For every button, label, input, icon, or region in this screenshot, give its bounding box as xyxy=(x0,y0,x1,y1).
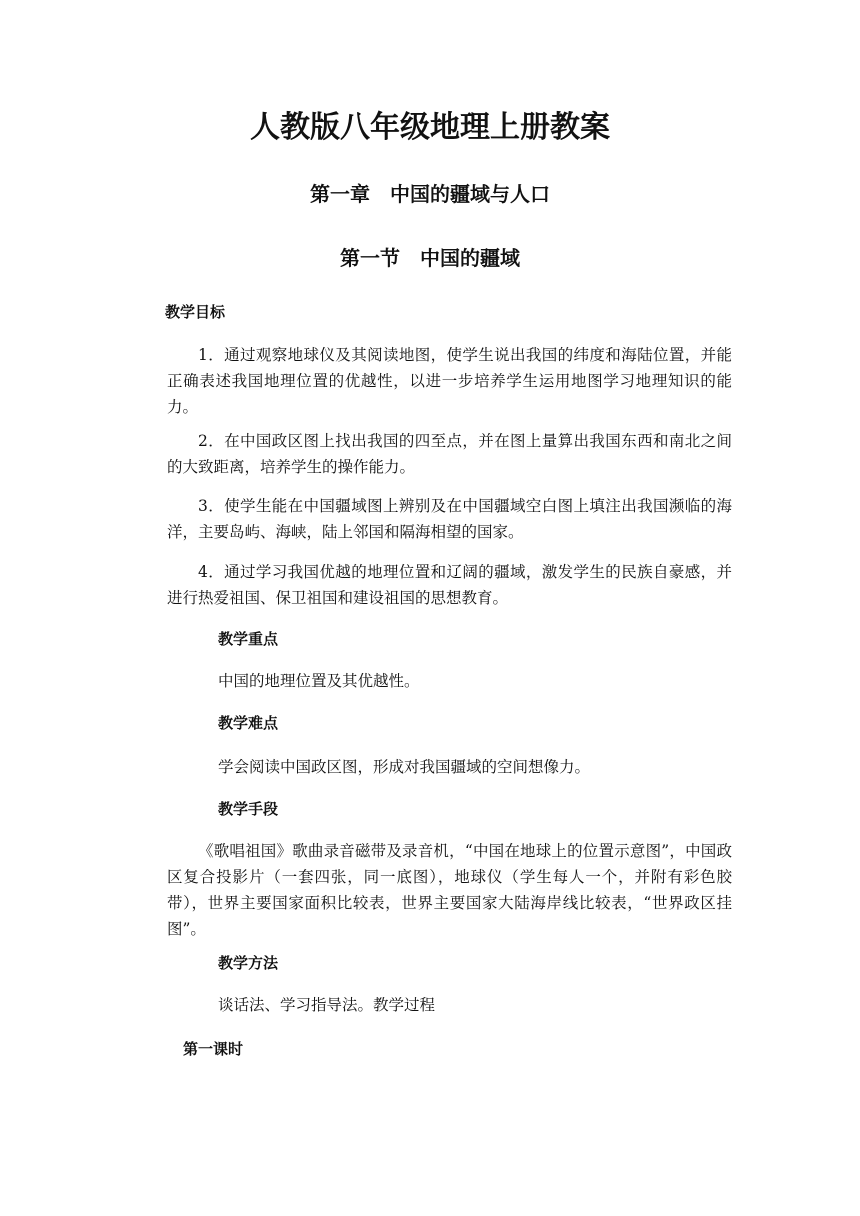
lesson-heading: 第一课时 xyxy=(183,1040,244,1058)
key-point-text: 中国的地理位置及其优越性。 xyxy=(218,672,420,690)
method-text: 谈话法、学习指导法。教学过程 xyxy=(218,996,436,1014)
means-heading: 教学手段 xyxy=(218,800,279,818)
document-title: 人教版八年级地理上册教案 xyxy=(250,110,610,145)
key-point-heading: 教学重点 xyxy=(218,630,279,648)
means-text: 《歌唱祖国》歌曲录音磁带及录音机，“中国在地球上的位置示意图”，中国政区复合投影片（一套四张，同一底图），地球仪（学生每人一个，并附有彩色胶带），世界主要国家面积比较表，世界主要国家大陆海岸线比较表，“世界政区挂图”。 xyxy=(167,842,732,938)
section-title: 第一节 中国的疆域 xyxy=(340,246,520,270)
objectives-heading: 教学目标 xyxy=(165,303,226,321)
chapter-title: 第一章 中国的疆域与人口 xyxy=(310,182,550,206)
difficulty-heading: 教学难点 xyxy=(218,714,279,732)
objective-4: 4．通过学习我国优越的地理位置和辽阔的疆域，激发学生的民族自豪感，并进行热爱祖国、保卫祖国和建设祖国的思想教育。 xyxy=(167,563,732,607)
method-heading: 教学方法 xyxy=(218,954,279,972)
objective-2: 2．在中国政区图上找出我国的四至点，并在图上量算出我国东西和南北之间的大致距离，培养学生的操作能力。 xyxy=(167,432,732,476)
objective-1: 1．通过观察地球仪及其阅读地图，使学生说出我国的纬度和海陆位置，并能正确表述我国地理位置的优越性，以进一步培养学生运用地图学习地理知识的能力。 xyxy=(167,346,732,416)
objective-3: 3．使学生能在中国疆域图上辨别及在中国疆域空白图上填注出我国濒临的海洋，主要岛屿、海峡，陆上邻国和隔海相望的国家。 xyxy=(167,497,732,541)
difficulty-text: 学会阅读中国政区图，形成对我国疆域的空间想像力。 xyxy=(218,758,591,776)
